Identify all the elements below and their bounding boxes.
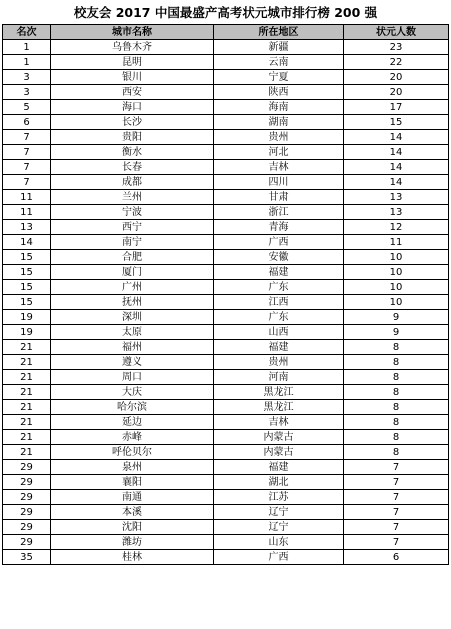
cell-count: 8 [344,340,449,355]
header-city: 城市名称 [51,25,214,40]
table-row [3,475,449,490]
cell-count: 7 [344,460,449,475]
cell-rank: 29 [3,460,51,475]
cell-rank: 6 [3,115,51,130]
page-title: 校友会 2017 中国最盛产高考状元城市排行榜 200 强 [73,5,378,20]
cell-province: 湖北 [214,475,344,490]
table-row [3,265,449,280]
cell-province: 辽宁 [214,505,344,520]
table-row [3,460,449,475]
table-row [3,490,449,505]
table-row [3,415,449,430]
cell-province: 山西 [214,325,344,340]
cell-rank: 1 [3,55,51,70]
table-row [3,295,449,310]
cell-rank: 29 [3,520,51,535]
cell-province: 福建 [214,340,344,355]
cell-province: 贵州 [214,130,344,145]
cell-city: 沈阳 [51,520,214,535]
cell-count: 7 [344,535,449,550]
cell-count: 23 [344,40,449,55]
cell-city: 大庆 [51,385,214,400]
table-row [3,40,449,55]
cell-count: 14 [344,145,449,160]
cell-count: 8 [344,445,449,460]
cell-province: 广东 [214,280,344,295]
cell-count: 10 [344,280,449,295]
cell-count: 9 [344,310,449,325]
cell-count: 22 [344,55,449,70]
table-row [3,355,449,370]
cell-province: 河南 [214,370,344,385]
cell-count: 14 [344,130,449,145]
cell-count: 8 [344,385,449,400]
cell-count: 8 [344,400,449,415]
cell-rank: 3 [3,70,51,85]
cell-province: 甘肃 [214,190,344,205]
cell-city: 厦门 [51,265,214,280]
cell-province: 安徽 [214,250,344,265]
cell-province: 江苏 [214,490,344,505]
table-row [3,535,449,550]
cell-province: 内蒙古 [214,445,344,460]
cell-province: 黑龙江 [214,400,344,415]
cell-city: 泉州 [51,460,214,475]
table-row [3,145,449,160]
cell-rank: 7 [3,160,51,175]
cell-rank: 21 [3,370,51,385]
cell-province: 黑龙江 [214,385,344,400]
cell-rank: 7 [3,130,51,145]
cell-rank: 7 [3,175,51,190]
cell-province: 青海 [214,220,344,235]
cell-count: 15 [344,115,449,130]
cell-city: 本溪 [51,505,214,520]
cell-city: 南通 [51,490,214,505]
cell-city: 西宁 [51,220,214,235]
table-row [3,430,449,445]
table-row [3,130,449,145]
cell-province: 湖南 [214,115,344,130]
table-row [3,85,449,100]
cell-rank: 15 [3,265,51,280]
cell-rank: 5 [3,100,51,115]
table-row [3,220,449,235]
table-row [3,445,449,460]
table-row [3,325,449,340]
cell-province: 辽宁 [214,520,344,535]
cell-rank: 21 [3,340,51,355]
table-row [3,550,449,565]
ranking-table [2,24,449,565]
table-row [3,160,449,175]
cell-city: 遵义 [51,355,214,370]
cell-city: 衡水 [51,145,214,160]
cell-province: 吉林 [214,415,344,430]
cell-rank: 11 [3,190,51,205]
cell-rank: 1 [3,40,51,55]
cell-rank: 7 [3,145,51,160]
cell-city: 贵阳 [51,130,214,145]
cell-province: 浙江 [214,205,344,220]
table-row [3,280,449,295]
table-row [3,100,449,115]
table-row [3,310,449,325]
cell-count: 8 [344,430,449,445]
cell-rank: 29 [3,505,51,520]
cell-count: 7 [344,475,449,490]
cell-count: 20 [344,85,449,100]
cell-count: 14 [344,175,449,190]
cell-rank: 29 [3,490,51,505]
cell-rank: 19 [3,310,51,325]
cell-province: 宁夏 [214,70,344,85]
cell-rank: 21 [3,385,51,400]
table-row [3,520,449,535]
cell-province: 吉林 [214,160,344,175]
table-row [3,175,449,190]
cell-count: 10 [344,250,449,265]
cell-city: 南宁 [51,235,214,250]
cell-rank: 19 [3,325,51,340]
cell-city: 昆明 [51,55,214,70]
cell-city: 襄阳 [51,475,214,490]
cell-count: 10 [344,265,449,280]
cell-rank: 3 [3,85,51,100]
cell-province: 海南 [214,100,344,115]
table-row [3,340,449,355]
cell-count: 6 [344,550,449,565]
table-row [3,205,449,220]
cell-rank: 14 [3,235,51,250]
cell-count: 9 [344,325,449,340]
cell-rank: 11 [3,205,51,220]
cell-rank: 15 [3,250,51,265]
cell-city: 银川 [51,70,214,85]
header-province: 所在地区 [214,25,344,40]
cell-city: 桂林 [51,550,214,565]
cell-city: 广州 [51,280,214,295]
table-header-row [3,25,449,40]
table-row [3,385,449,400]
cell-count: 10 [344,295,449,310]
cell-province: 山东 [214,535,344,550]
table-row [3,400,449,415]
cell-count: 14 [344,160,449,175]
cell-province: 广西 [214,550,344,565]
table-body [3,40,449,565]
cell-city: 海口 [51,100,214,115]
cell-count: 13 [344,205,449,220]
cell-province: 新疆 [214,40,344,55]
table-row [3,70,449,85]
cell-city: 成都 [51,175,214,190]
cell-count: 17 [344,100,449,115]
cell-count: 8 [344,415,449,430]
table-row [3,505,449,520]
header-count: 状元人数 [344,25,449,40]
cell-count: 8 [344,370,449,385]
cell-province: 广东 [214,310,344,325]
table-row [3,115,449,130]
cell-count: 13 [344,190,449,205]
cell-city: 太原 [51,325,214,340]
cell-city: 长春 [51,160,214,175]
table-row [3,55,449,70]
cell-rank: 15 [3,295,51,310]
cell-city: 周口 [51,370,214,385]
cell-count: 8 [344,355,449,370]
cell-rank: 35 [3,550,51,565]
cell-province: 云南 [214,55,344,70]
table-row [3,370,449,385]
cell-city: 深圳 [51,310,214,325]
cell-rank: 21 [3,445,51,460]
cell-city: 延边 [51,415,214,430]
cell-province: 四川 [214,175,344,190]
cell-count: 7 [344,520,449,535]
cell-count: 12 [344,220,449,235]
cell-province: 贵州 [214,355,344,370]
cell-count: 20 [344,70,449,85]
cell-rank: 15 [3,280,51,295]
cell-province: 广西 [214,235,344,250]
cell-count: 7 [344,490,449,505]
cell-rank: 21 [3,430,51,445]
cell-city: 赤峰 [51,430,214,445]
cell-city: 抚州 [51,295,214,310]
cell-rank: 21 [3,355,51,370]
cell-count: 7 [344,505,449,520]
cell-city: 合肥 [51,250,214,265]
cell-province: 江西 [214,295,344,310]
cell-city: 哈尔滨 [51,400,214,415]
cell-province: 河北 [214,145,344,160]
cell-rank: 21 [3,400,51,415]
cell-city: 西安 [51,85,214,100]
cell-city: 兰州 [51,190,214,205]
cell-rank: 29 [3,535,51,550]
cell-city: 宁波 [51,205,214,220]
cell-city: 长沙 [51,115,214,130]
cell-rank: 29 [3,475,51,490]
cell-province: 福建 [214,460,344,475]
table-row [3,235,449,250]
cell-city: 福州 [51,340,214,355]
cell-province: 内蒙古 [214,430,344,445]
table-row [3,190,449,205]
cell-city: 潍坊 [51,535,214,550]
cell-city: 乌鲁木齐 [51,40,214,55]
cell-rank: 13 [3,220,51,235]
cell-count: 11 [344,235,449,250]
table-row [3,250,449,265]
cell-province: 福建 [214,265,344,280]
cell-rank: 21 [3,415,51,430]
header-rank: 名次 [3,25,51,40]
cell-province: 陕西 [214,85,344,100]
cell-city: 呼伦贝尔 [51,445,214,460]
